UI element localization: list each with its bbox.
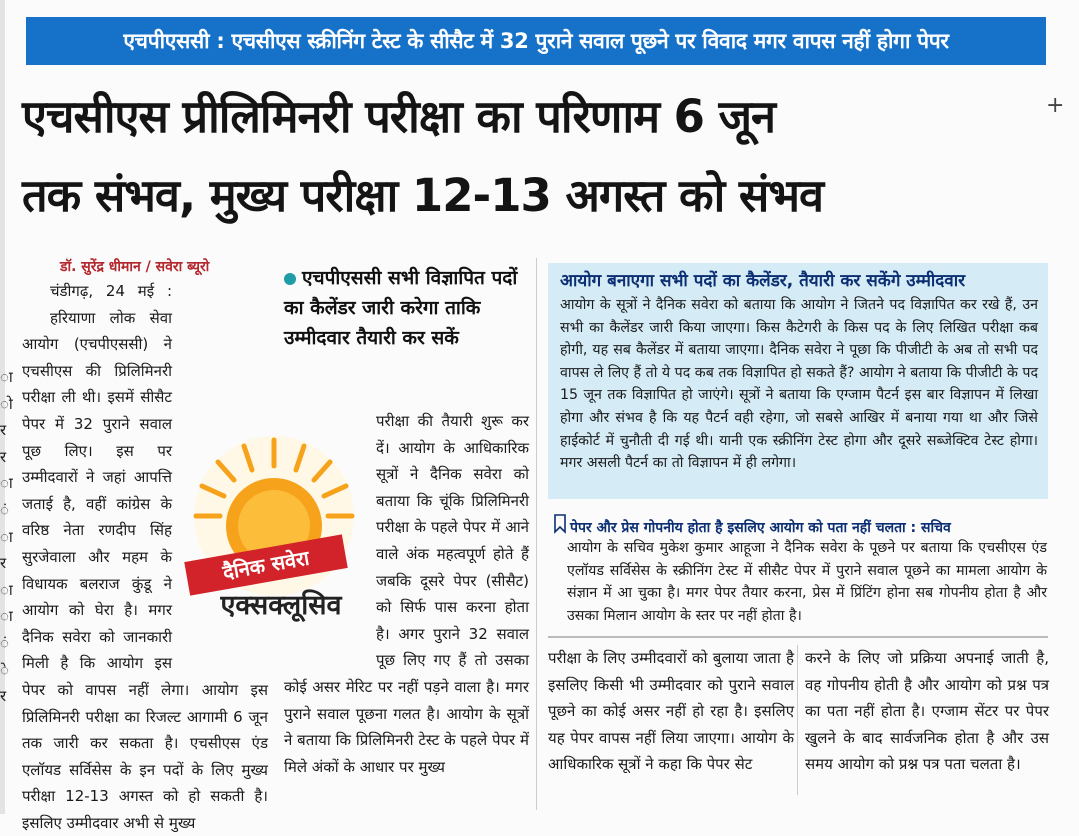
fragment: े [0, 660, 9, 679]
top-banner: एचपीएससी : एचसीएस स्क्रीनिंग टेस्ट के सीसैट में 32 पुराने सवाल पूछने पर विवाद मगर वापस नहीं होगा पेपर [26, 17, 1046, 65]
bullet-dot-icon [284, 273, 296, 285]
subheading [284, 263, 529, 353]
fragment: ा [0, 580, 13, 599]
column-3-text: परीक्षा के लिए उम्मीदवारों को बुलाया जाता है इसलिए किसी भी उम्मीदवार को पुराने सवाल पूछने का कोई असर नहीं हो रहा है। इसलिए यह पेपर वापस नहीं लिया जाएगा। आयोग के आधिकारिक सूत्रों ने कहा कि पेपर सेट [548, 649, 794, 774]
exclusive-logo [178, 430, 370, 630]
byline: डॉ. सुरेंद्र धीमान / सवेरा ब्यूरो [60, 259, 210, 275]
fragment: र [0, 421, 7, 440]
column-1-text: चंडीगढ़, 24 मई : हरियाणा लोक सेवा आयोग (एचपीएससी) ने एचसीएस की प्रिलिमिनरी परीक्षा ली थी। इसमें सीसैट पेपर में 32 पुराने सवाल पूछ लिए। इस पर उम्मीदवारों ने जहां आपत्ति जताई है, वहीं कांग्रेस के वरिष्ठ नेता रणदीप सिंह सुरजेवाला और महम के विधायक बलराज कुंडू ने आयोग को घेरा है। मगर दैनिक सवेरा को जानकारी मिली है कि आयोग इस पेपर को वापस नहीं लेगा। आयोग इस प्रिलिमिनरी परीक्षा का रिजल्ट आगामी 6 जून तक जारी कर सकता है। एचसीएस एंड एलॉयड सर्विसेस के इन पदों के लिए मुख्य परीक्षा 12-13 अगस्त को हो सकती है। इसलिए उम्मीदवार अभी से मुख्य [22, 282, 268, 832]
fragment: र [0, 447, 7, 466]
column-2-text: परीक्षा की तैयारी शुरू कर दें। आयोग के आधिकारिक सूत्रों ने दैनिक सवेरा को बताया कि चूंकि प्रिलिमिनरी परीक्षा के पहले पेपर में आने वाले अंक महत्वपूर्ण होते हैं जबकि दूसरे पेपर (सीसैट) को सिर्फ पास करना होता है। अगर पुराने 32 सवाल पूछ लिए गए हैं तो उसका कोई असर मेरिट पर नहीं पड़ने वाला है। मगर पुराने सवाल पूछना गलत है। आयोग के सूत्रों ने बताया कि प्रिलिमिनरी टेस्ट के पहले पेपर में मिले अंकों के आधार पर मुख्य [284, 412, 529, 776]
fragment: ं [0, 633, 9, 652]
column-divider [797, 645, 798, 795]
column-4-text: करने के लिए जो प्रक्रिया अपनाई जाती है, वह गोपनीय होती है और आयोग को प्रश्न पत्र का पता नहीं होता है। एग्जाम सेंटर पर पेपर खुलने के बाद सार्वजनिक होता है और उस समय आयोग को प्रश्न पत्र पता चलता है। [805, 649, 1049, 774]
section-rule [548, 636, 1048, 638]
logo-red-ribbon: दैनिक सवेरा [184, 534, 347, 595]
fragment: ा [0, 368, 13, 386]
calendar-box-heading: आयोग बनाएगा सभी पदों का कैलेंडर, तैयारी कर सकेंगे उम्मीदवार [560, 271, 966, 291]
spacer [22, 278, 50, 330]
logo-exclusive-text: एक्सक्लूसिव [220, 590, 342, 621]
fragment: ो [0, 394, 13, 413]
headline-line-1: एचसीएस प्रीलिमिनरी परीक्षा का परिणाम 6 जून [22, 90, 776, 143]
secretary-text: आयोग के सचिव मुकेश कुमार आहूजा ने दैनिक सवेरा के पूछने पर बताया कि एचसीएस एंड एलॉयड सर्विसेस के स्क्रीनिंग टेस्ट में सीसैट पेपर में पुराने सवाल पूछने का मामला आयोग के संज्ञान में आ चुका है। मगर पेपर तैयार करना, प्रेस में प्रिंटिंग होना सब गोपनीय होता है और उसका मिलान आयोग के स्तर पर नहीं होता है। [567, 540, 1047, 624]
subheading-text: एचपीएससी सभी विज्ञापित पदों का कैलेंडर जारी करेगा ताकि उम्मीदवार तैयारी कर सकें [284, 267, 518, 349]
left-edge-fragments [0, 364, 14, 710]
secretary-heading: पेपर और प्रेस गोपनीय होता है इसलिए आयोग को पता नहीं चलता : सचिव [570, 520, 951, 536]
column-divider [536, 258, 537, 810]
headline-line-2: तक संभव, मुख्य परीक्षा 12-13 अगस्त को संभव [22, 169, 824, 222]
article-column-3 [548, 645, 794, 778]
article-column-4 [805, 645, 1049, 778]
fragment: ा [0, 474, 13, 493]
plus-mark: + [1046, 93, 1065, 118]
fragment: ा [0, 527, 13, 546]
fragment: ं [0, 500, 9, 519]
fragment: र [0, 554, 7, 573]
fragment: ा [0, 607, 13, 626]
bookmark-icon [554, 514, 566, 538]
fragment: र [0, 687, 7, 706]
calendar-box-text: आयोग के सूत्रों ने दैनिक सवेरा को बताया कि आयोग ने जितने पद विज्ञापित कर रखे हैं, उन सभी का कैलेंडर जारी किया जाएगा। किस कैटेगरी के किस पद के लिए लिखित परीक्षा कब होगी, यह सब कैलेंडर में बताया जाएगा। दैनिक सवेरा ने पूछा कि पीजीटी के अब तो सभी पद वापस ले लिए हैं तो ये पद कब तक विज्ञापित हो सकते हैं? आयोग ने बताया कि पीजीटी के पद 15 जून तक विज्ञापित हो जाएंगे। सूत्रों ने बताया कि एग्जाम पैटर्न इस बार विज्ञापन में लिखा होगा और संभव है कि यह पैटर्न वही रहेगा, जो सबसे आखिर में बनाया गया था और जिसे हाईकोर्ट में चुनौती दी गई थी। यानी एक स्क्रीनिंग टेस्ट होगा और दूसरे सब्जेक्टिव टेस्ट होगा। मगर असली पैटर्न का तो विज्ञापन में ही लगेगा। [560, 297, 1038, 472]
